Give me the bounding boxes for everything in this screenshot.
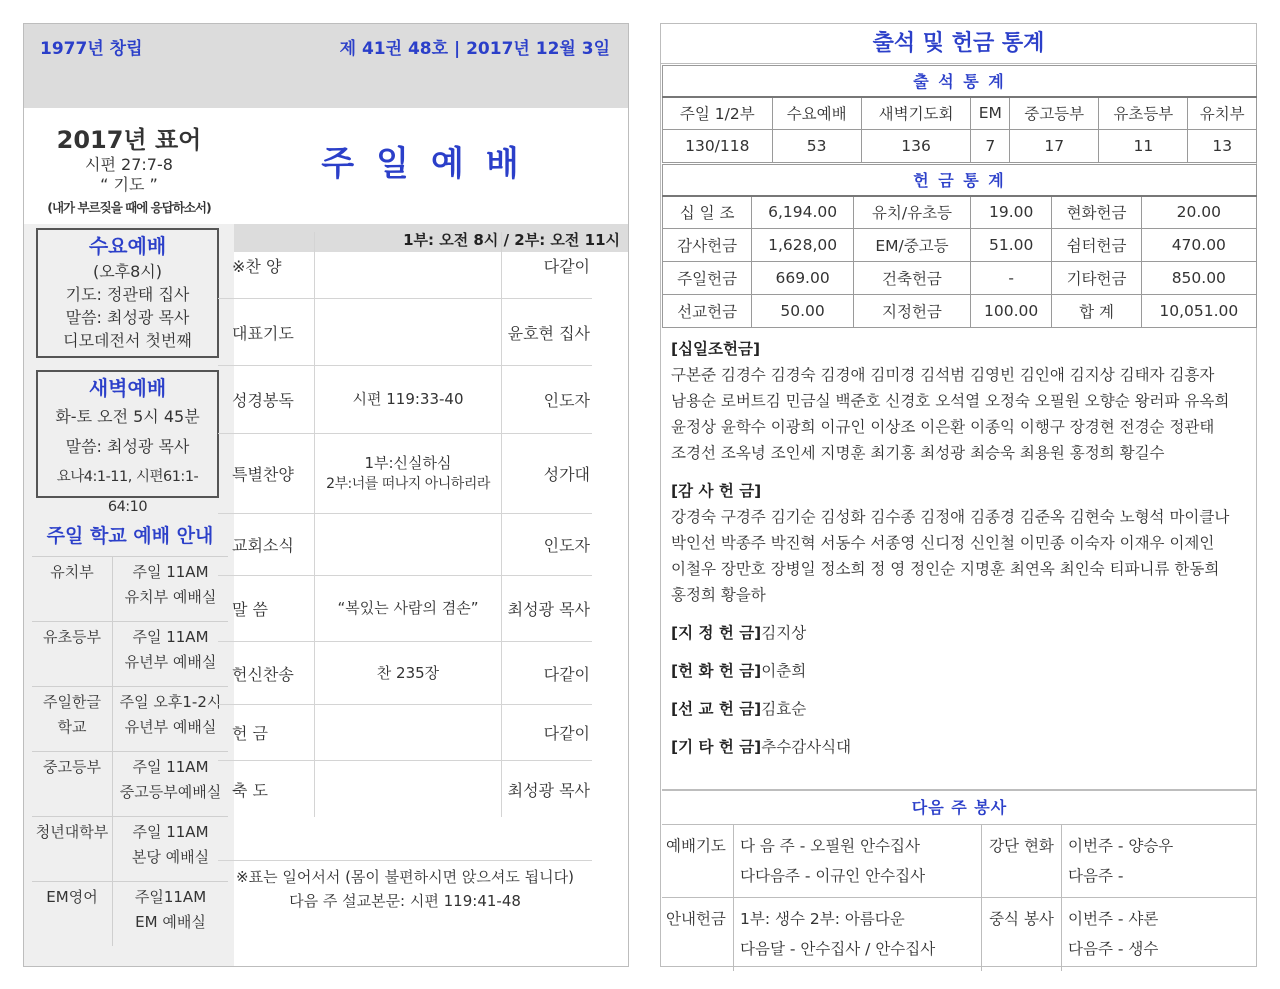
dawn-line: 요나4:1-11, 시편61:1-64:10 bbox=[56, 469, 199, 515]
table-row bbox=[32, 556, 228, 621]
dept-place: 유년부 예배실 bbox=[124, 718, 217, 736]
table-row bbox=[663, 262, 1257, 295]
order-leader: 최성광 목사 bbox=[507, 780, 590, 800]
list-item bbox=[218, 232, 592, 299]
motto-verse: 시편 27:7-8 bbox=[85, 155, 173, 174]
dept-place: EM 예배실 bbox=[135, 913, 206, 931]
dept-name: 중고등부 bbox=[43, 758, 101, 776]
name-line: 홍정희 황을하 bbox=[671, 586, 766, 604]
bulletin-header bbox=[24, 24, 628, 108]
table-cell: EM/중고등 bbox=[853, 229, 970, 262]
tithe-label: [십일조헌금] bbox=[671, 340, 761, 358]
sunday-school-guide bbox=[32, 516, 228, 946]
list-item bbox=[218, 576, 592, 642]
next-sermon-text: 다음 주 설교본문: 시편 119:41-48 bbox=[289, 892, 521, 910]
order-leader: 다같이 bbox=[543, 724, 590, 743]
duty-detail: 다음주 - 생수 bbox=[1068, 940, 1159, 958]
bulletin-right-page bbox=[660, 23, 1257, 967]
flower-names: 이춘희 bbox=[761, 662, 807, 680]
order-leader: 윤호현 집사 bbox=[507, 323, 590, 343]
order-detail: 1부:신실하심 bbox=[364, 453, 452, 472]
name-line: 구본준 김경수 김경숙 김경애 김미경 김석범 김영빈 김인애 김지상 김태자 김흥자 bbox=[671, 366, 1215, 384]
table-cell: 100.00 bbox=[970, 295, 1051, 328]
table-cell: 선교헌금 bbox=[663, 295, 752, 328]
dept-time: 주일 오후1-2시 bbox=[119, 693, 222, 711]
table-header: 유초등부 bbox=[1099, 97, 1188, 130]
order-leader: 다같이 bbox=[543, 664, 590, 684]
table-cell: 669.00 bbox=[752, 262, 854, 295]
sunday-school-title: 주일 학교 예배 안내 bbox=[46, 525, 214, 547]
table-cell: 20.00 bbox=[1141, 196, 1256, 229]
table-row bbox=[32, 881, 228, 946]
list-item bbox=[218, 761, 592, 817]
wednesday-line: 말씀: 최성광 목사 bbox=[65, 308, 190, 327]
name-line: 박인선 박종주 박진혁 서동수 서종영 신디정 신인철 이민종 이숙자 이재우 이제인 bbox=[671, 534, 1215, 552]
duty-detail: 다음달 - 안수집사 / 안수집사 bbox=[740, 940, 936, 958]
table-cell: 51.00 bbox=[970, 229, 1051, 262]
order-item: 헌 금 bbox=[232, 724, 268, 743]
order-item: 교회소식 bbox=[232, 536, 294, 555]
order-leader: 인도자 bbox=[543, 391, 590, 410]
duty-name: 중식 봉사 bbox=[982, 898, 1062, 971]
table-cell: 13 bbox=[1188, 130, 1257, 163]
table-row bbox=[32, 621, 228, 686]
founded-text: 1977년 창립 bbox=[40, 39, 143, 59]
service-notes bbox=[218, 860, 592, 913]
list-item bbox=[218, 705, 592, 761]
name-line: 강경숙 구경주 김기순 김성화 김수종 김정애 김종경 김준옥 김현숙 노형석 마이클나 bbox=[671, 508, 1230, 526]
duty-detail: 이번주 - 샤론 bbox=[1068, 910, 1159, 928]
order-leader: 다같이 bbox=[543, 256, 590, 276]
wednesday-line: (오후8시) bbox=[92, 262, 163, 281]
order-item: 성경봉독 bbox=[232, 391, 294, 410]
dept-time: 주일 11AM bbox=[132, 563, 209, 581]
table-header: 유치부 bbox=[1188, 97, 1257, 130]
table-cell: 19.00 bbox=[970, 196, 1051, 229]
dept-name: 유치부 bbox=[50, 563, 94, 581]
table-row bbox=[32, 816, 228, 881]
tithe-section bbox=[671, 336, 1251, 466]
standing-note: ※표는 일어서서 (몸이 불편하시면 앉으셔도 됩니다) bbox=[236, 868, 574, 886]
table-row bbox=[32, 686, 228, 751]
order-item: 특별찬양 bbox=[232, 465, 294, 484]
dept-name: EM영어 bbox=[46, 888, 98, 906]
wednesday-title: 수요예배 bbox=[88, 234, 167, 258]
table-header: 중고등부 bbox=[1010, 97, 1099, 130]
table-cell: 쉼터헌금 bbox=[1052, 229, 1141, 262]
table-row bbox=[663, 196, 1257, 229]
duty-detail: 다 음 주 - 오필원 안수집사 bbox=[740, 837, 920, 855]
list-item bbox=[218, 642, 592, 705]
order-item: 축 도 bbox=[232, 780, 268, 800]
dept-name: 주일한글 bbox=[43, 693, 101, 711]
duty-name: 강단 현화 bbox=[982, 825, 1062, 897]
table-cell: 53 bbox=[772, 130, 861, 163]
service-times: 1부: 오전 8시 / 2부: 오전 11시 bbox=[403, 231, 620, 249]
duty-detail: 1부: 생수 2부: 아름다운 bbox=[740, 910, 905, 928]
attendance-title: 출 석 통 계 bbox=[663, 66, 1257, 97]
order-detail: “복있는 사람의 겸손” bbox=[337, 599, 479, 617]
table-cell: 1,628,00 bbox=[752, 229, 854, 262]
issue-date: 제 41권 48호 | 2017년 12월 3일 bbox=[339, 39, 610, 59]
offering-table bbox=[662, 164, 1257, 328]
list-item bbox=[218, 299, 592, 366]
dawn-line: 말씀: 최성광 목사 bbox=[65, 437, 190, 456]
order-leader: 성가대 bbox=[543, 465, 590, 484]
stats-title: 출석 및 헌금 통계 bbox=[661, 24, 1256, 64]
mission-names: 김효순 bbox=[761, 700, 807, 718]
wednesday-service-box bbox=[36, 228, 219, 358]
table-header: 새벽기도회 bbox=[861, 97, 971, 130]
motto-quote: “ 기도 ” bbox=[100, 175, 158, 194]
table-cell: 17 bbox=[1010, 130, 1099, 163]
order-item: 대표기도 bbox=[232, 323, 294, 343]
name-line: 조경선 조옥녕 조인세 지명훈 최기홍 최성광 최승욱 최용원 홍정희 황길수 bbox=[671, 444, 1165, 462]
motto-title: 2017년 표어 bbox=[56, 126, 202, 154]
table-cell: 현화헌금 bbox=[1052, 196, 1141, 229]
order-of-worship bbox=[218, 232, 592, 817]
dept-place: 본당 예배실 bbox=[131, 848, 210, 866]
table-cell: 유치/유초등 bbox=[853, 196, 970, 229]
order-item: ※찬 양 bbox=[232, 256, 282, 276]
thanks-section bbox=[671, 478, 1251, 608]
list-item bbox=[218, 514, 592, 576]
dept-time: 주일 11AM bbox=[132, 628, 209, 646]
attendance-table bbox=[662, 65, 1257, 163]
table-cell: 주일헌금 bbox=[663, 262, 752, 295]
table-row bbox=[663, 229, 1257, 262]
next-service-title: 다음 주 봉사 bbox=[662, 791, 1257, 825]
table-cell: 십 일 조 bbox=[663, 196, 752, 229]
offering-title: 헌 금 통 계 bbox=[663, 165, 1257, 196]
table-row bbox=[663, 295, 1257, 328]
mission-label: [선 교 헌 금] bbox=[671, 700, 762, 718]
order-detail: 찬 235장 bbox=[376, 663, 440, 682]
next-week-service bbox=[662, 789, 1257, 971]
table-cell: 합 계 bbox=[1052, 295, 1141, 328]
order-detail-line2: 2부:너를 떠나지 아니하리라 bbox=[326, 475, 490, 492]
service-title-text: 주일예배 bbox=[321, 144, 541, 184]
order-leader: 인도자 bbox=[543, 536, 590, 555]
offering-names bbox=[671, 336, 1251, 772]
table-cell: 130/118 bbox=[663, 130, 773, 163]
service-title bbox=[234, 108, 628, 224]
duty-name: 안내헌금 bbox=[662, 898, 734, 971]
table-cell: 기타헌금 bbox=[1052, 262, 1141, 295]
name-line: 이철우 장만호 장병일 정소희 정 영 정인순 지명훈 최연옥 최인숙 티파니류 한동희 bbox=[671, 560, 1220, 578]
order-leader: 최성광 목사 bbox=[507, 600, 590, 619]
table-cell: 470.00 bbox=[1141, 229, 1256, 262]
wednesday-line: 기도: 정관태 집사 bbox=[65, 285, 190, 304]
designated-label: [지 정 헌 금] bbox=[671, 624, 762, 642]
table-cell: 11 bbox=[1099, 130, 1188, 163]
table-cell: 50.00 bbox=[752, 295, 854, 328]
dept-name: 청년대학부 bbox=[35, 823, 109, 841]
table-row bbox=[32, 751, 228, 816]
order-item: 헌신찬송 bbox=[232, 664, 294, 684]
table-cell: 감사헌금 bbox=[663, 229, 752, 262]
order-detail: 시편 119:33-40 bbox=[352, 390, 464, 408]
other-names: 추수감사식대 bbox=[761, 738, 852, 756]
flower-label: [헌 화 헌 금] bbox=[671, 662, 762, 680]
designated-section bbox=[671, 620, 1251, 646]
dawn-title: 새벽예배 bbox=[88, 376, 167, 400]
dept-place: 유년부 예배실 bbox=[124, 653, 217, 671]
table-row bbox=[663, 130, 1257, 163]
table-cell: 건축헌금 bbox=[853, 262, 970, 295]
name-line: 윤정상 윤학수 이광희 이규인 이상조 이은환 이종익 이행구 장경현 전경순 정관태 bbox=[671, 418, 1215, 436]
year-motto bbox=[24, 108, 234, 224]
table-cell: 7 bbox=[971, 130, 1010, 163]
dawn-service-box bbox=[36, 370, 219, 515]
table-header: 수요예배 bbox=[772, 97, 861, 130]
motto-subtitle: (내가 부르짖을 때에 응답하소서) bbox=[47, 200, 211, 215]
table-row bbox=[662, 825, 1257, 898]
flower-section bbox=[671, 658, 1251, 684]
name-line: 남용순 로버트김 민금실 백준호 신경호 오석열 오정숙 오필원 오향순 왕러파 유옥희 bbox=[671, 392, 1230, 410]
table-cell: 지정헌금 bbox=[853, 295, 970, 328]
table-cell: 136 bbox=[861, 130, 971, 163]
designated-names: 김지상 bbox=[761, 624, 807, 642]
other-section bbox=[671, 734, 1251, 760]
wednesday-line: 디모데전서 첫번째 bbox=[63, 331, 192, 350]
dept-time: 주일 11AM bbox=[132, 758, 209, 776]
dept-place: 유치부 예배실 bbox=[124, 588, 217, 606]
table-header: 주일 1/2부 bbox=[663, 97, 773, 130]
list-item bbox=[218, 434, 592, 514]
table-row bbox=[662, 898, 1257, 971]
thanks-label: [감 사 헌 금] bbox=[671, 482, 762, 500]
table-cell: 850.00 bbox=[1141, 262, 1256, 295]
duty-detail: 다음주 - bbox=[1068, 867, 1124, 885]
dept-name: 유초등부 bbox=[43, 628, 101, 646]
dept-name-line2: 학교 bbox=[57, 718, 87, 736]
sidebar bbox=[24, 108, 234, 966]
table-cell: - bbox=[970, 262, 1051, 295]
duty-name: 예배기도 bbox=[662, 825, 734, 897]
dawn-line: 화-토 오전 5시 45분 bbox=[55, 407, 200, 426]
duty-detail: 다다음주 - 이규인 안수집사 bbox=[740, 867, 926, 885]
table-row bbox=[663, 97, 1257, 130]
order-item: 말 씀 bbox=[232, 600, 268, 619]
table-cell: 6,194.00 bbox=[752, 196, 854, 229]
other-label: [기 타 헌 금] bbox=[671, 738, 762, 756]
table-cell: 10,051.00 bbox=[1141, 295, 1256, 328]
duty-detail: 이번주 - 양승우 bbox=[1068, 837, 1174, 855]
list-item bbox=[218, 366, 592, 434]
dept-time: 주일11AM bbox=[134, 888, 207, 906]
table-header: EM bbox=[971, 97, 1010, 130]
dept-time: 주일 11AM bbox=[132, 823, 209, 841]
mission-section bbox=[671, 696, 1251, 722]
dept-place: 중고등부예배실 bbox=[119, 783, 222, 801]
